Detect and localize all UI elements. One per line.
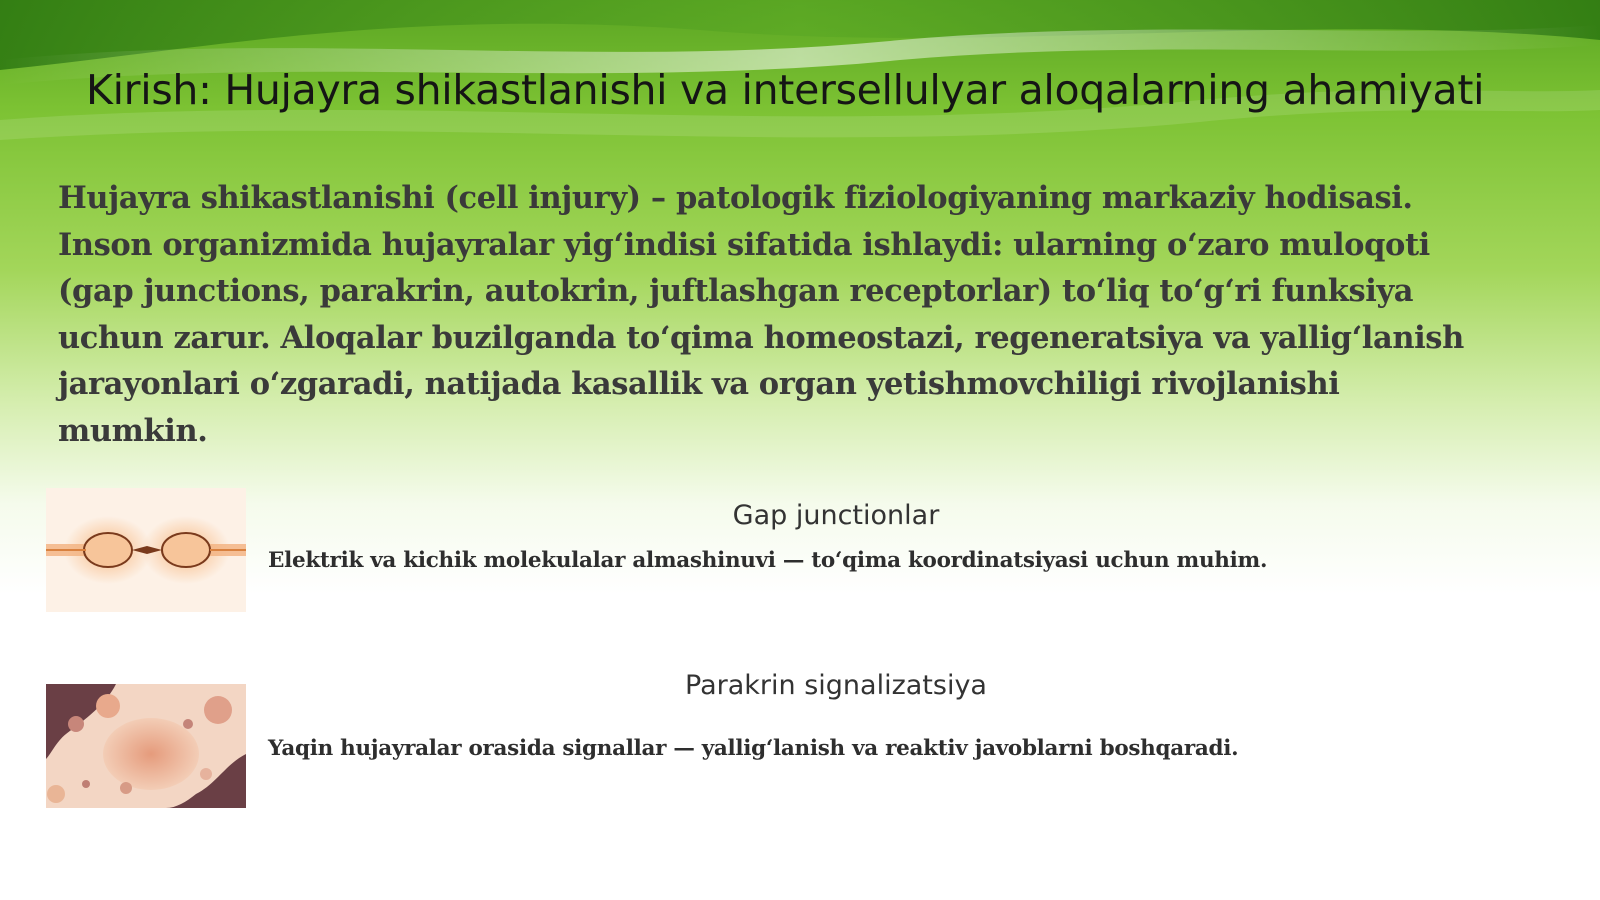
item-paracrine [46, 670, 1546, 808]
item-title: Gap junctionlar [732, 500, 940, 531]
slide-title: Kirish: Hujayra shikastlanishi va intersellulyar aloqalarning ahamiyati [86, 66, 1485, 114]
item-description: Yaqin hujayralar orasida signallar — yallig‘lanish va reaktiv javoblarni boshqaradi. [268, 736, 1239, 761]
intro-paragraph: Hujayra shikastlanishi (cell injury) – patologik fiziologiyaning markaziy hodisasi. Inson organizmida hujayralar yig‘indisi sifatida ishlaydi: ularning o‘zaro muloqoti (gap junctions, parakrin, autokrin, juftlashgan receptorlar) to‘liq to‘g‘ri funksiya uchun zarur. Aloqalar buzilganda to‘qima homeostazi, regeneratsiya va yallig‘lanish jarayonlari o‘zgaradi, natijada kasallik va organ yetishmovchiligi rivojlanishi mumkin. [58, 180, 1464, 449]
gap-junction-image [46, 488, 246, 612]
item-gap-junctions [46, 488, 1546, 612]
item-description: Elektrik va kichik molekulalar almashinuvi — to‘qima koordinatsiyasi uchun muhim. [268, 548, 1268, 573]
paracrine-image [46, 684, 246, 808]
item-title: Parakrin signalizatsiya [685, 670, 987, 701]
